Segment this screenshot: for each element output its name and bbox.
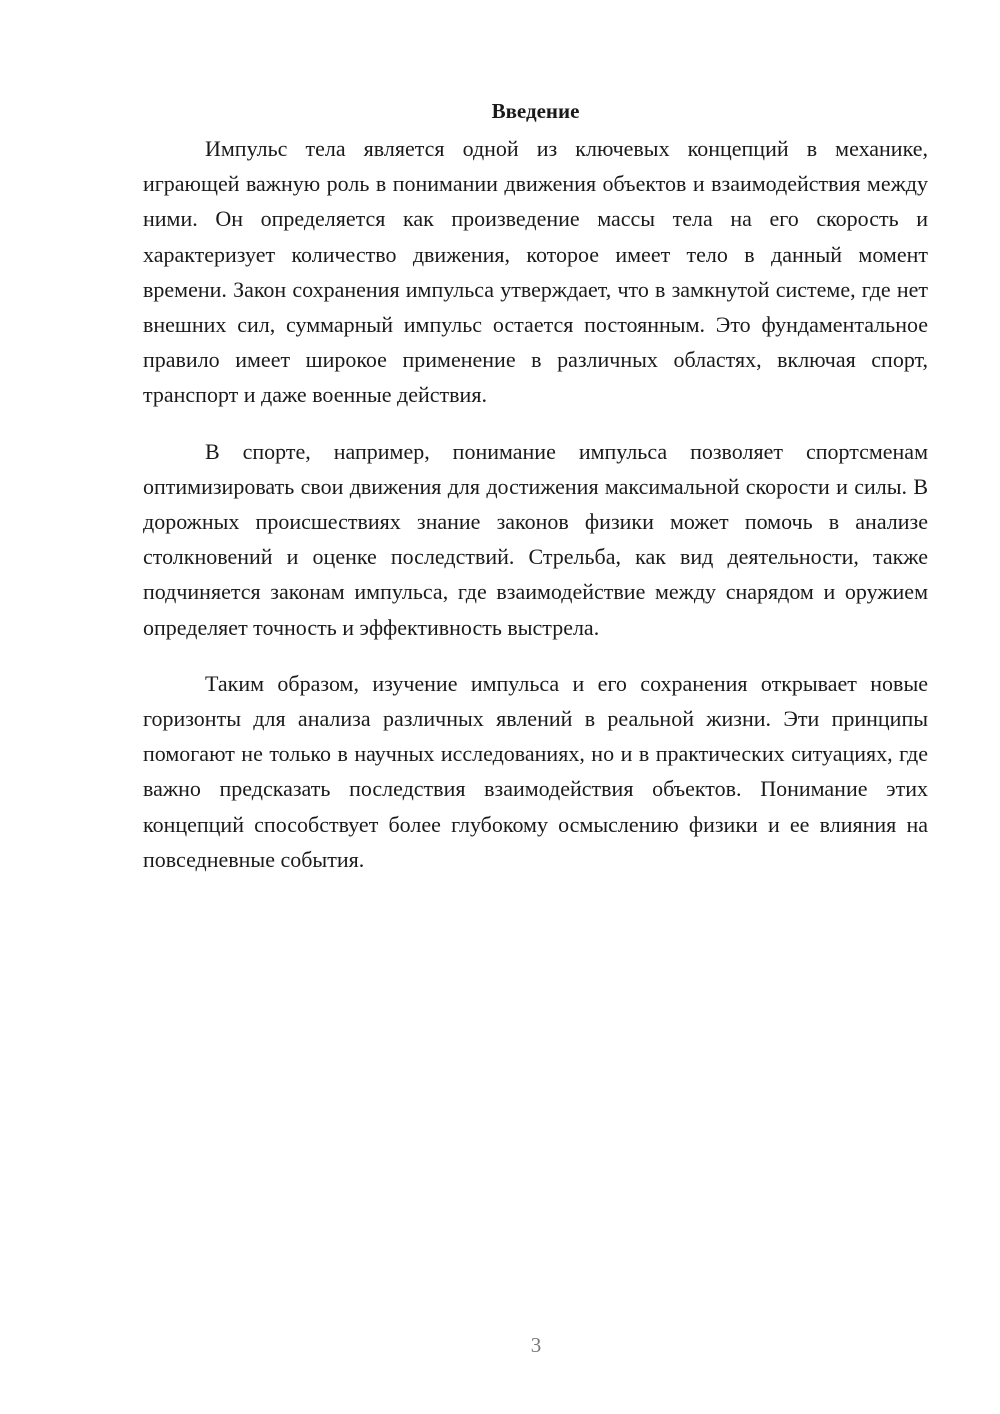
paragraph-2: В спорте, например, понимание импульса позволяет спортсменам оптимизировать свои движения для достижения максимальной скорости и силы. В дорожных происшествиях знание законов физики может помочь в анализе столкновений и оценке последствий. Стрельба, как вид деятельности, также подчиняется законам импульса, где взаимодействие между снарядом и оружием определяет точность и эффективность выстрела. [143,438,928,640]
page-content [143,96,928,898]
page-number: 3 [530,1333,542,1357]
section-title: Введение [491,99,580,123]
paragraph-1: Импульс тела является одной из ключевых концепций в механике, играющей важную роль в понимании движения объектов и взаимодействия между ними. Он определяется как произведение массы тела на его скорость и характеризует количество движения, которое имеет тело в данный момент времени. Закон сохранения импульса утверждает, что в замкнутой системе, где нет внешних сил, суммарный импульс остается постоянным. Это фундаментальное правило имеет широкое применение в различных областях, включая спорт, транспорт и даже военные действия. [143,136,928,408]
paragraph-3: Таким образом, изучение импульса и его сохранения открывает новые горизонты для анализа различных явлений в реальной жизни. Эти принципы помогают не только в научных исследованиях, но и в практических ситуациях, где важно предсказать последствия взаимодействия объектов. Понимание этих концепций способствует более глубокому осмыслению физики и ее влияния на повседневные события. [143,670,928,872]
